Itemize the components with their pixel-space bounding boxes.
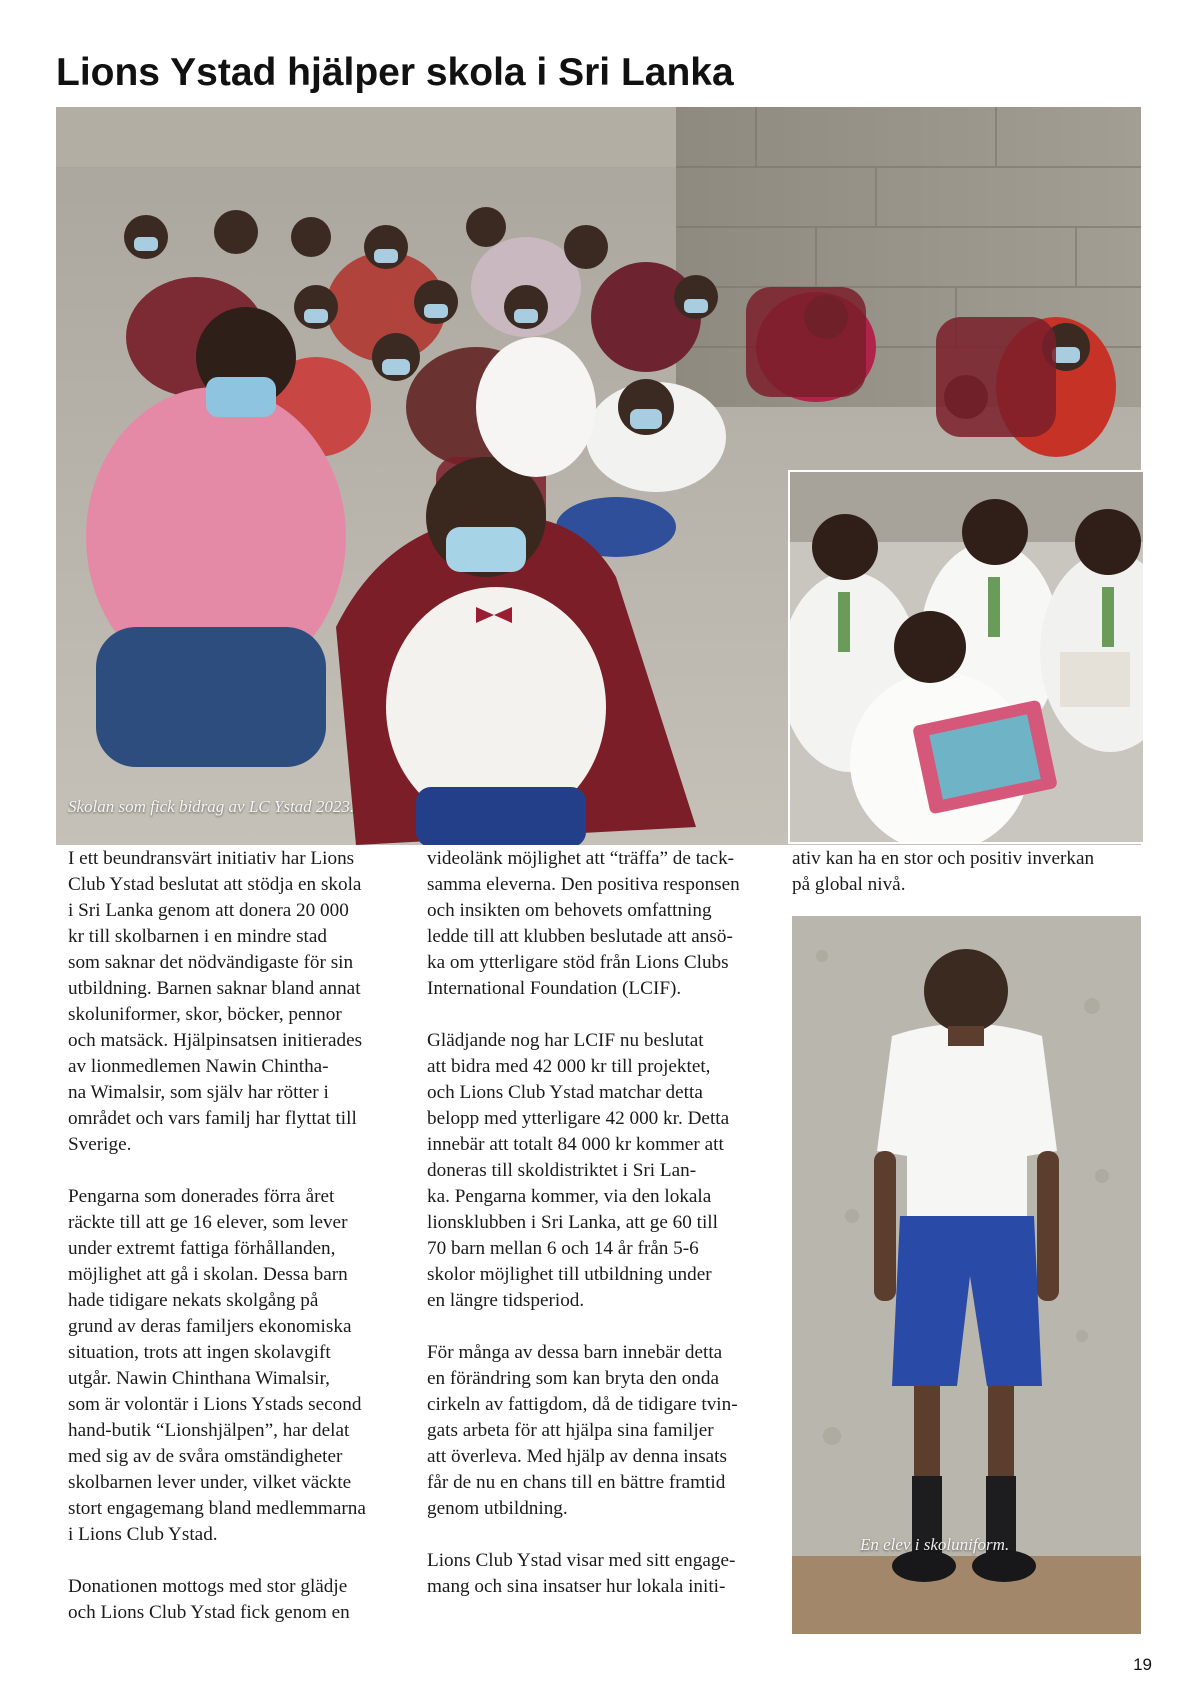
article-title: Lions Ystad hjälper skola i Sri Lanka (56, 51, 734, 94)
paragraph-poverty: För många av dessa barn innebär detta en förändring som kan bryta den onda cirkeln av fattigdom, då de tidigare tvin- gats arbeta för att hjälpa sina familjer att överleva. Med hjälp av denna insats får de nu en chans till en bättre framtid genom utbildning. (427, 1342, 738, 1519)
text-column-1 (68, 846, 408, 1626)
uniform-students-photo (788, 470, 1145, 844)
paragraph-donations: Pengarna som donerades förra året räckte till att ge 16 elever, som lever under extremt fattiga förhållanden, möjlighet att gå i skolan. Dessa barn hade tidigare nekats skolgång på grund av deras familjers ekonomiska situation, trots att ingen skolavgift utgår. Nawin Chinthana Wimalsir, som är volontär i Lions Ystads second hand-butik “Lionshjälpen”, har delat med sig av de svåra omständigheter skolbarnen lever under, vilket väckte stort engagemang bland medlemmarna i Lions Club Ystad. (68, 1186, 366, 1545)
paragraph-lcif: Glädjande nog har LCIF nu beslutat att bidra med 42 000 kr till projektet, och Lions Club Ystad matchar detta belopp med ytterligare 42 000 kr. Detta innebär att totalt 84 000 kr kommer att doneras till skoldistriktet i Sri Lan- ka. Pengarna kommer, via den lokala lionsklubben i Sri Lanka, att ge 60 till 70 barn mellan 6 och 14 år från 5-6 skolor möjlighet till utbildning under en längre tidsperiod. (427, 1030, 730, 1311)
main-photo-caption: Skolan som fick bidrag av LC Ystad 2023. (68, 797, 355, 816)
paragraph-global: ativ kan ha en stor och positiv inverkan på global nivå. (792, 848, 1095, 895)
paragraph-intro: I ett beundransvärt initiativ har Lions Club Ystad beslutat att stödja en skola i Sri Lanka genom att donera 20 000 kr till skolbarnen i en mindre stad som saknar det nödvändigaste för sin utbildning. Barnen saknar bland annat skoluniformer, skor, böcker, pennor och matsäck. Hjälpinsatsen initierades av lionmedlemen Nawin Chintha- na Wimalsir, som själv har rötter i området och vars familj har flyttat till Sverige. (68, 848, 363, 1155)
paragraph-reception: Donationen mottogs med stor glädje och Lions Club Ystad fick genom en (68, 1576, 350, 1623)
text-column-2 (427, 846, 772, 1600)
paragraph-conclusion: Lions Club Ystad visar med sitt engage- mang och sina insatser hur lokala initi- (427, 1550, 736, 1597)
page-number: 19 (1133, 1655, 1152, 1674)
student-in-uniform-photo (792, 916, 1141, 1634)
paragraph-video-call: videolänk möjlighet att “träffa” de tack- samma eleverna. Den positiva responsen och insikten om behovets omfattning ledde till att klubben beslutade att ansö- ka om ytterligare stöd från Lions Clubs International Foundation (LCIF). (427, 848, 740, 999)
text-column-3 (792, 846, 1142, 898)
student-photo-caption: En elev i skoluniform. (860, 1535, 1010, 1554)
